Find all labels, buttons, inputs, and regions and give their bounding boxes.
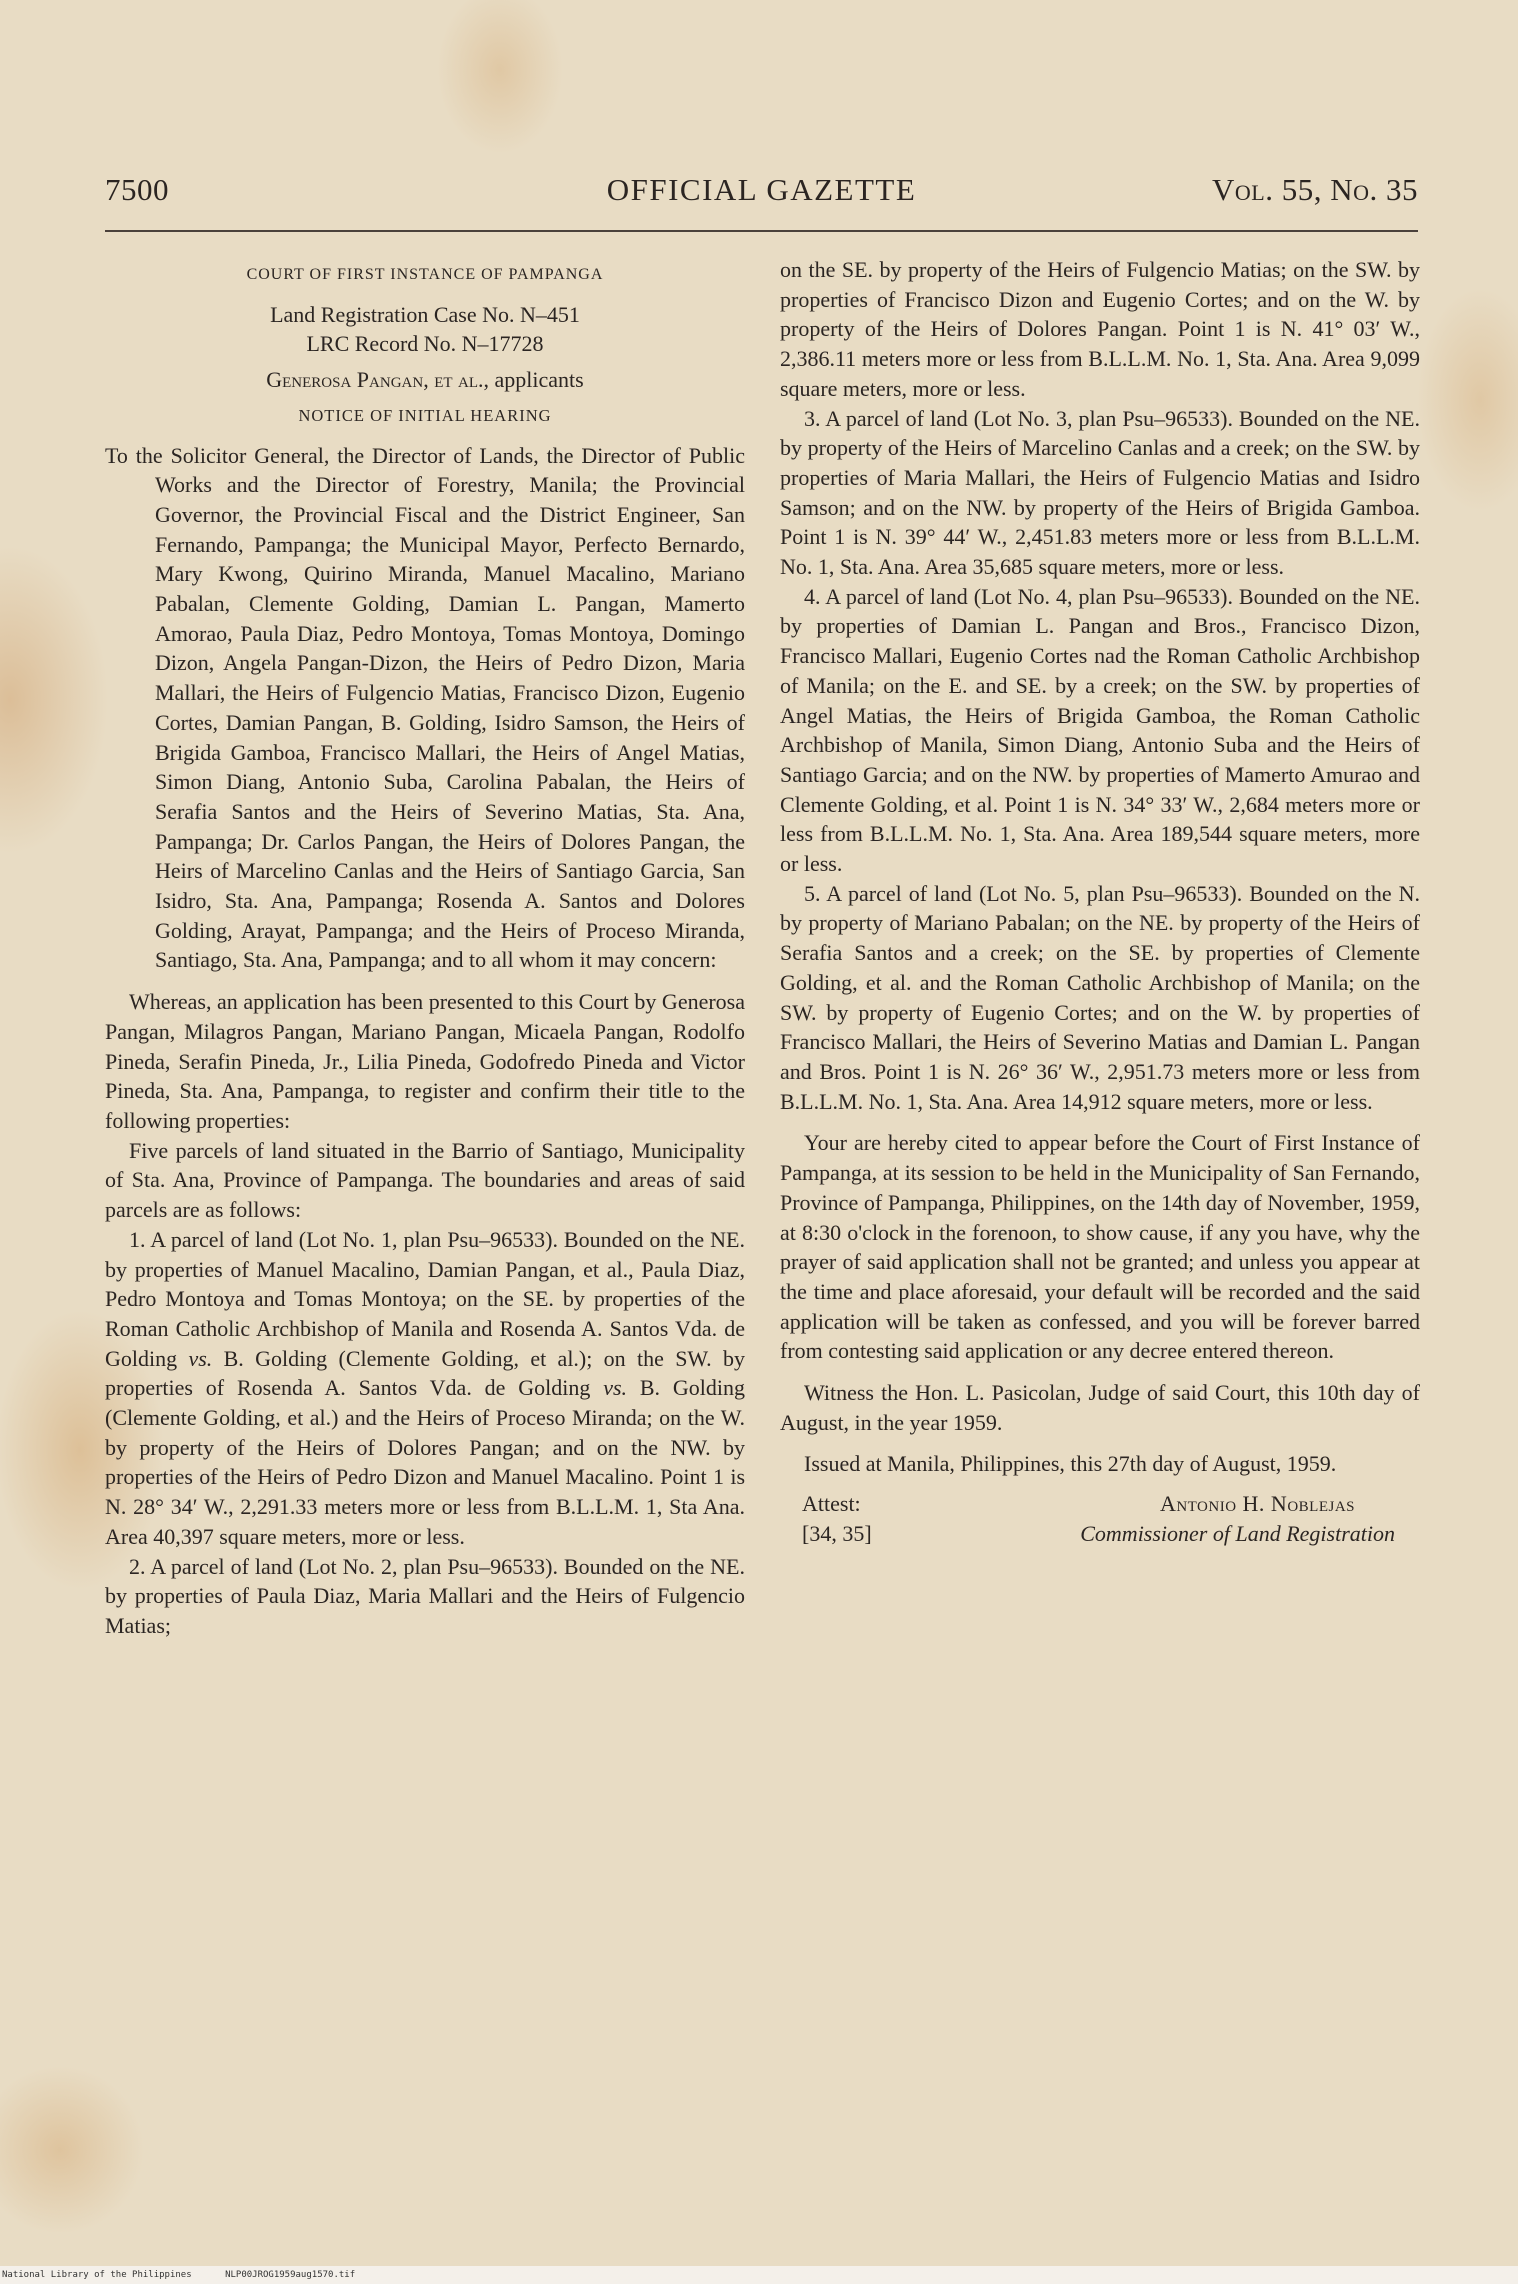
signatory-title: Commissioner of Land Registration xyxy=(1080,1521,1395,1547)
running-head xyxy=(105,172,1418,222)
parcel-1-text-a: 1. A parcel of land (Lot No. 1, plan Psu–96533). Bounded on the NE. by properties of Manuel Macalino, Damian Pangan, et al., Paula Diaz, Pedro Montoya and Tomas Montoya; on the SE. by properties of the Roman Catholic Archbishop of Manila and Rosenda A. Santos Vda. de Golding xyxy=(105,1226,745,1371)
whereas-paragraph: Whereas, an application has been presented to this Court by Generosa Pangan, Milagros Pangan, Mariano Pangan, Micaela Pangan, Rodolfo Pineda, Serafin Pineda, Jr., Lilia Pineda, Godofredo Pineda and Victor Pineda, Sta. Ana, Pampanga, to register and confirm their title to the following properties: xyxy=(105,989,745,1133)
attest-label: Attest: xyxy=(802,1491,861,1517)
versus-abbrev: vs. xyxy=(188,1345,213,1371)
parcel-1-paragraph xyxy=(105,1225,745,1552)
witness-paragraph: Witness the Hon. L. Pasicolan, Judge of said Court, this 10th day of August, in the year 1959. xyxy=(780,1380,1420,1435)
parcel-1-text-c: B. Golding (Clemente Golding, et al.) and the Heirs of Proceso Miranda; on the W. by property of the Heirs of Dolores Pangan; and on the NW. by properties of the Heirs of Pedro Dizon and Manuel Macalino. Point 1 is N. 28° 34′ W., 2,291.33 meters more or less from B.L.L.M. 1, Sta Ana. Area 40,397 square meters, more or less. xyxy=(105,1375,745,1549)
versus-abbrev: vs. xyxy=(603,1375,628,1401)
volume-number: Vol. 55, No. 35 xyxy=(1212,172,1418,207)
record-number: LRC Record No. N–17728 xyxy=(306,331,544,357)
notice-title: NOTICE OF INITIAL HEARING xyxy=(298,405,552,425)
citation-paragraph: Your are hereby cited to appear before the Court of First Instance of Pampanga, at its session to be held in the Municipality of San Fernando, Province of Pampanga, Philippines, on the 14th day of November, 1959, at 8:30 o'clock in the forenoon, to show cause, if any you have, why the prayer of said application shall not be granted; and unless you appear at the time and place aforesaid, your default will be recorded and the said application will be taken as confessed, and you will be forever barred from contesting said application or any decree entered thereon. xyxy=(780,1130,1420,1364)
scan-footer xyxy=(0,2266,1518,2284)
five-parcels-paragraph: Five parcels of land situated in the Barrio of Santiago, Municipality of Sta. Ana, Province of Pampanga. The boundaries and areas of said parcels are as follows: xyxy=(105,1137,745,1223)
parcel-2-paragraph-end: on the SE. by property of the Heirs of Fulgencio Matias; on the SW. by properties of Francisco Dizon and Eugenio Cortes; and on the W. by property of the Heirs of Dolores Pangan. Point 1 is N. 41° 03′ W., 2,386.11 meters more or less from B.L.L.M. No. 1, Sta. Ana. Area 9,099 square meters, more or less. xyxy=(780,257,1420,401)
addressees-paragraph: To the Solicitor General, the Director of Lands, the Director of Public Works and the Director of Forestry, Manila; the Provincial Governor, the Provincial Fiscal and the District Engineer, San Fernando, Pampanga; the Municipal Mayor, Perfecto Bernardo, Mary Kwong, Quirino Miranda, Manuel Macalino, Mariano Pabalan, Clemente Golding, Damian L. Pangan, Mamerto Amorao, Paula Diaz, Pedro Montoya, Tomas Montoya, Domingo Dizon, Angela Pangan-Dizon, the Heirs of Pedro Dizon, Maria Mallari, the Heirs of Fulgencio Matias, Francisco Dizon, Eugenio Cortes, Damian Pangan, B. Golding, Isidro Samson, the Heirs of Brigida Gamboa, Francisco Mallari, the Heirs of Angel Matias, Simon Diang, Antonio Suba, Carolina Pabalan, the Heirs of Serafia Santos and the Heirs of Severino Matias, Sta. Ana, Pampanga; Dr. Carlos Pangan, the Heirs of Dolores Pangan, the Heirs of Marcelino Canlas and the Heirs of Santiago Garcia, San Isidro, Sta. Ana, Pampanga; Rosenda A. Santos and Dolores Golding, Arayat, Pampanga; and the Heirs of Proceso Miranda, Santiago, Sta. Ana, Pampanga; and to all whom it may concern: xyxy=(105,442,745,973)
parcel-2-paragraph-start: 2. A parcel of land (Lot No. 2, plan Psu–96533). Bounded on the NE. by properties of Paula Diaz, Maria Mallari and the Heirs of Fulgencio Matias; xyxy=(105,1553,745,1638)
left-column xyxy=(105,255,745,1641)
right-column xyxy=(780,255,1420,1555)
case-number: Land Registration Case No. N–451 xyxy=(270,301,580,327)
parcel-1-text-b: B. Golding (Clemente Golding, et al.); on the SW. by properties of Rosenda A. Santos Vda. de Golding xyxy=(105,1345,745,1401)
court-heading: COURT OF FIRST INSTANCE OF PAMPANGA xyxy=(246,266,604,283)
applicants-name: Generosa Pangan, et al. xyxy=(266,367,484,393)
publication-title: OFFICIAL GAZETTE xyxy=(606,172,917,207)
footer-library: National Library of the Philippines xyxy=(2,2270,192,2280)
applicants-suffix: , applicants xyxy=(483,367,584,393)
signatory-name: Antonio H. Noblejas xyxy=(1159,1491,1355,1517)
applicants-line xyxy=(105,365,745,395)
issued-paragraph: Issued at Manila, Philippines, this 27th day of August, 1959. xyxy=(804,1451,1337,1477)
parcel-3-paragraph: 3. A parcel of land (Lot No. 3, plan Psu–96533). Bounded on the NE. by property of the Heirs of Marcelino Canlas and a creek; on the SW. by properties of Maria Mallari, the Heirs of Fulgencio Matias and Isidro Samson; and on the NW. by property of the Heirs of Brigida Gamboa. Point 1 is N. 39° 44′ W., 2,451.83 meters more or less from B.L.L.M. No. 1, Sta. Ana. Area 35,685 square meters, more or less. xyxy=(780,405,1420,580)
attestation-block xyxy=(780,1489,1420,1555)
parcel-4-paragraph: 4. A parcel of land (Lot No. 4, plan Psu–96533). Bounded on the NE. by properties of Damian L. Pangan and Bros., Francisco Dizon, Francisco Mallari, Eugenio Cortes nad the Roman Catholic Archbishop of Manila; on the E. and SE. by a creek; on the SW. by properties of Angel Matias, the Heirs of Brigida Gamboa, the Roman Catholic Archbishop of Manila, Simon Diang, Antonio Suba and the Heirs of Santiago Garcia; and on the NW. by properties of Mamerto Amurao and Clemente Golding, et al. Point 1 is N. 34° 33′ W., 2,684 meters more or less from B.L.L.M. No. 1, Sta. Ana. Area 189,544 square meters, more or less. xyxy=(780,583,1420,877)
header-rule xyxy=(105,230,1418,232)
footer-file: NLP00JROG1959aug1570.tif xyxy=(225,2270,356,2280)
page-number: 7500 xyxy=(105,172,169,207)
parcel-5-paragraph: 5. A parcel of land (Lot No. 5, plan Psu–96533). Bounded on the N. by property of Mariano Pabalan; on the NE. by property of the Heirs of Serafia Santos and a creek; on the SE. by properties of Clemente Golding, et al. and the Roman Catholic Archbishop of Manila; on the SW. by property of Eugenio Cortes; and on the W. by properties of Francisco Mallari, the Heirs of Severino Matias and Damian L. Pangan and Bros. Point 1 is N. 26° 36′ W., 2,951.73 meters more or less from B.L.L.M. No. 1, Sta. Ana. Area 14,912 square meters, more or less. xyxy=(780,880,1420,1114)
issue-refs: [34, 35] xyxy=(802,1521,872,1547)
